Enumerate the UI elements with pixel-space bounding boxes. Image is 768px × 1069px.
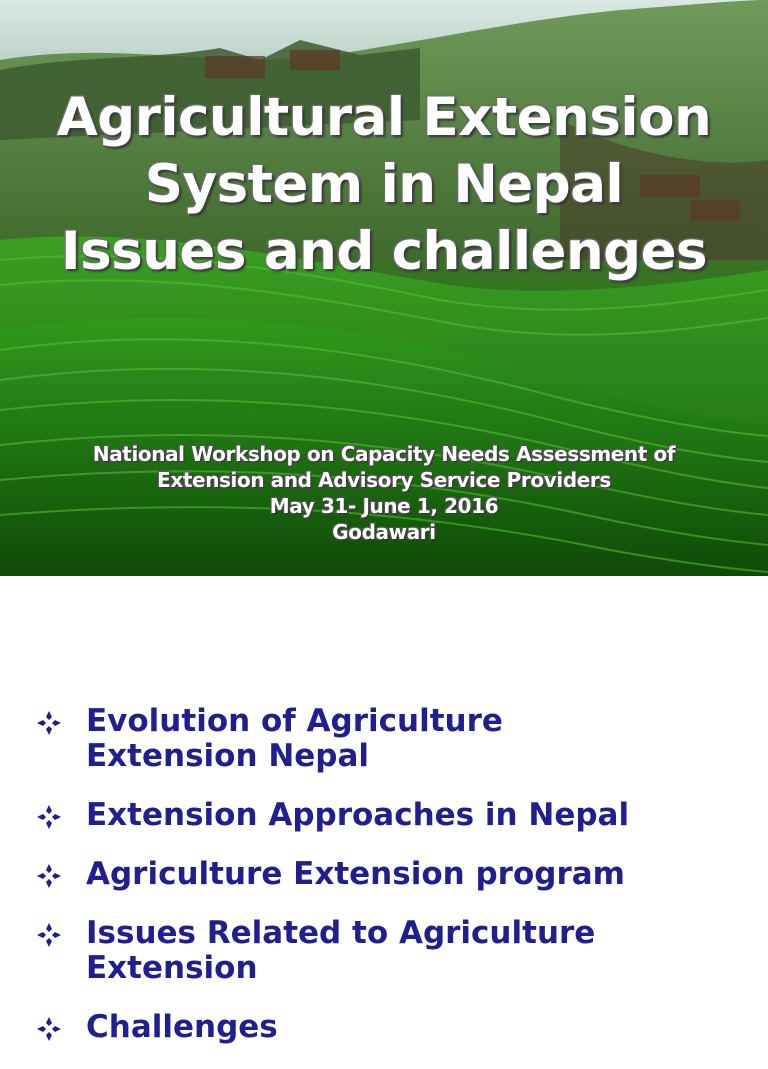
agenda-item-line: Extension Approaches in Nepal (86, 797, 630, 833)
agenda-item-line: Agriculture Extension program (86, 856, 625, 892)
agenda-item-line: Challenges (86, 1009, 278, 1045)
subtitle-line: May 31- June 1, 2016 (269, 494, 499, 518)
diamond-bullet-icon (36, 710, 62, 736)
subtitle-line: National Workshop on Capacity Needs Assessment of (92, 442, 676, 466)
subtitle-line: Godawari (332, 520, 436, 544)
slide-subtitle (0, 441, 768, 545)
agenda-item-line: Extension (86, 950, 258, 986)
title-line: Agricultural Extension (56, 87, 712, 148)
diamond-bullet-icon (36, 922, 62, 948)
diamond-bullet-icon (36, 1016, 62, 1042)
subtitle-line: Extension and Advisory Service Providers (157, 468, 611, 492)
agenda-item-line: Issues Related to Agriculture (86, 915, 596, 951)
agenda-item (36, 798, 756, 833)
agenda-item-line: Evolution of Agriculture (86, 703, 503, 739)
agenda-list (36, 704, 756, 1069)
diamond-bullet-icon (36, 863, 62, 889)
agenda-item (36, 1010, 756, 1045)
diamond-bullet-icon (36, 804, 62, 830)
agenda-item (36, 916, 756, 986)
agenda-item-line: Extension Nepal (86, 738, 370, 774)
agenda-item (36, 704, 756, 774)
slide-title (0, 84, 768, 285)
title-line: Issues and challenges (60, 221, 708, 282)
agenda-item (36, 857, 756, 892)
title-line: System in Nepal (144, 154, 624, 215)
